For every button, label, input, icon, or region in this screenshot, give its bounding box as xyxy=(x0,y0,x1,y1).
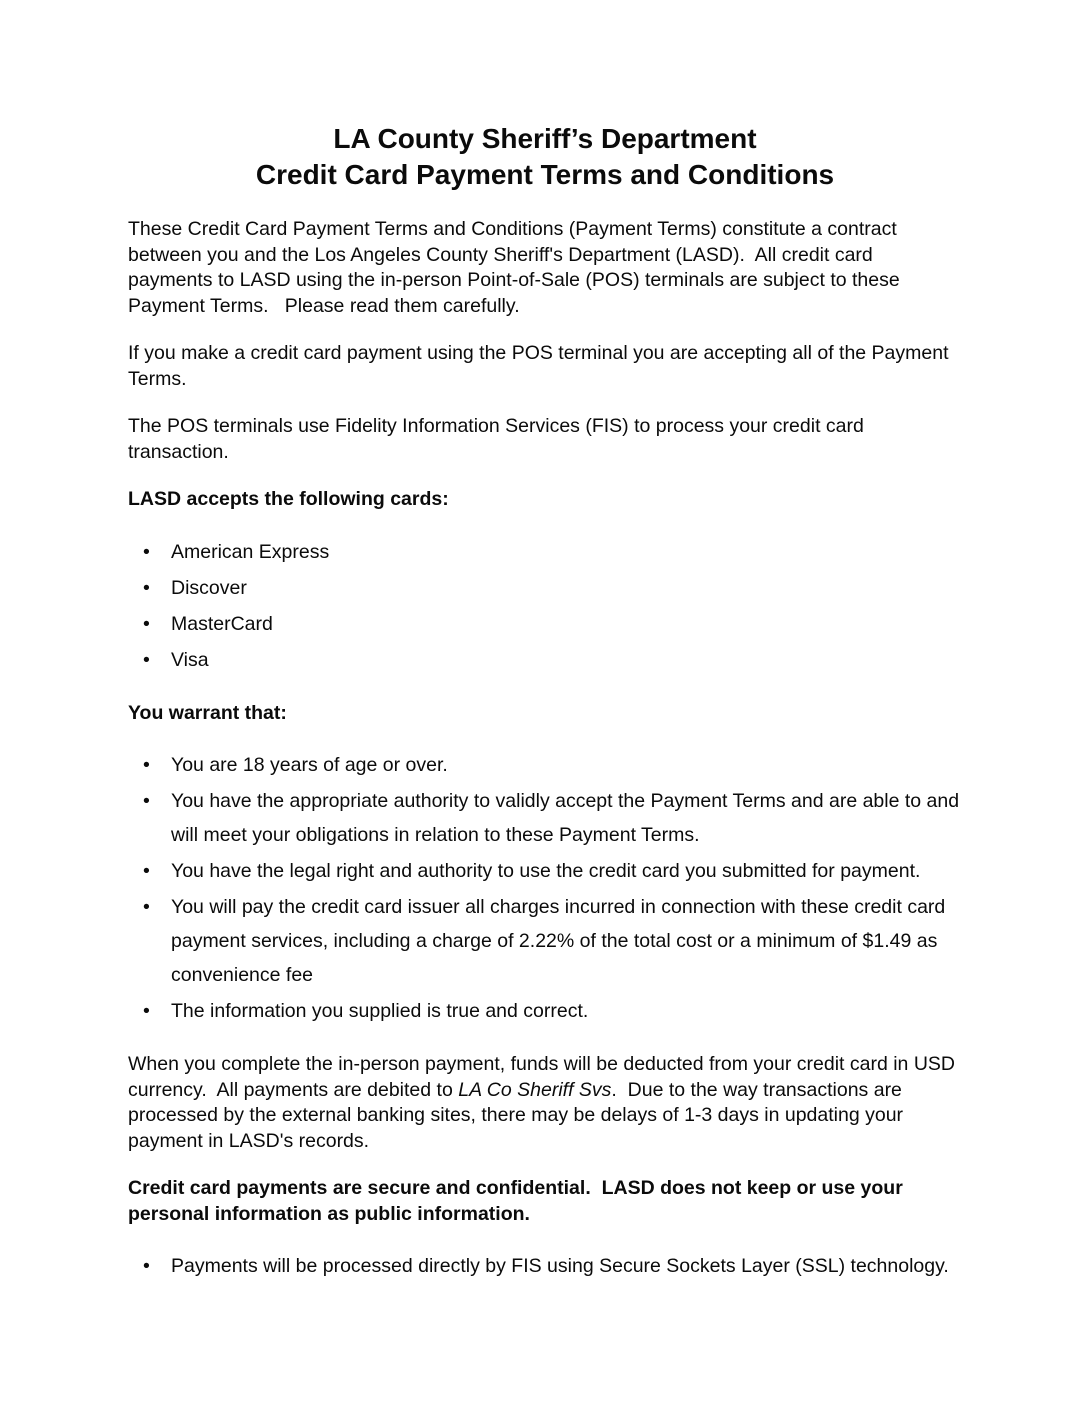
list-item-card-amex: • American Express xyxy=(128,535,962,569)
warranties-list xyxy=(128,748,965,1028)
list-item-card-discover: • Discover xyxy=(128,571,962,605)
list-item-ssl-technology: • Payments will be processed directly by FIS using Secure Sockets Layer (SSL) technology. xyxy=(128,1249,962,1283)
document-title xyxy=(128,121,962,193)
paragraph-intro: These Credit Card Payment Terms and Conditions (Payment Terms) constitute a contract between you and the Los Angeles County Sheriff's Department (LASD). All credit card payments to LASD using the in-person Point-of-Sale (POS) terminals are subject to these Payment Terms. Please read them carefully. xyxy=(128,218,906,317)
title-line-1: LA County Sheriff’s Department xyxy=(333,123,757,154)
cards-accepted-heading: LASD accepts the following cards: xyxy=(128,488,449,510)
security-list xyxy=(128,1249,962,1283)
warrant-heading: You warrant that: xyxy=(128,701,287,724)
list-item-warrant-charges: • You will pay the credit card issuer all charges incurred in connection with these credit card payment services, including a charge of 2.22% of the total cost or a minimum of $1.49 as convenience fee xyxy=(128,890,962,992)
secure-confidential-heading: Credit card payments are secure and confidential. LASD does not keep or use your personal information as public information. xyxy=(128,1177,909,1225)
list-item-warrant-age: • You are 18 years of age or over. xyxy=(128,748,962,782)
paragraph-accepting-terms: If you make a credit card payment using the POS terminal you are accepting all of the Payment Terms. xyxy=(128,342,954,390)
accepted-cards-list xyxy=(128,535,962,677)
list-item-card-mastercard: • MasterCard xyxy=(128,607,962,641)
list-item-warrant-legal-right: • You have the legal right and authority to use the credit card you submitted for payment. xyxy=(128,854,962,888)
list-item-warrant-authority: • You have the appropriate authority to validly accept the Payment Terms and are able to and will meet your obligations in relation to these Payment Terms. xyxy=(128,784,962,852)
title-line-2: Credit Card Payment Terms and Conditions xyxy=(255,159,835,190)
funds-text-before: When you complete the in-person payment, funds will be deducted from your credit card in USD currency. All payments are debited to xyxy=(128,1053,961,1101)
list-item-warrant-true-info: • The information you supplied is true and correct. xyxy=(128,994,962,1028)
funds-merchant-name: LA Co Sheriff Svs xyxy=(458,1078,612,1101)
paragraph-fis-processing: The POS terminals use Fidelity Information Services (FIS) to process your credit card transaction. xyxy=(128,415,870,463)
paragraph-funds-deduction xyxy=(128,1052,962,1154)
list-item-card-visa: • Visa xyxy=(128,643,962,677)
funds-text-after: . Due to the way transactions are processed by the external banking sites, there may be delays of 1-3 days in updating your payment in LASD's records. xyxy=(128,1078,909,1152)
